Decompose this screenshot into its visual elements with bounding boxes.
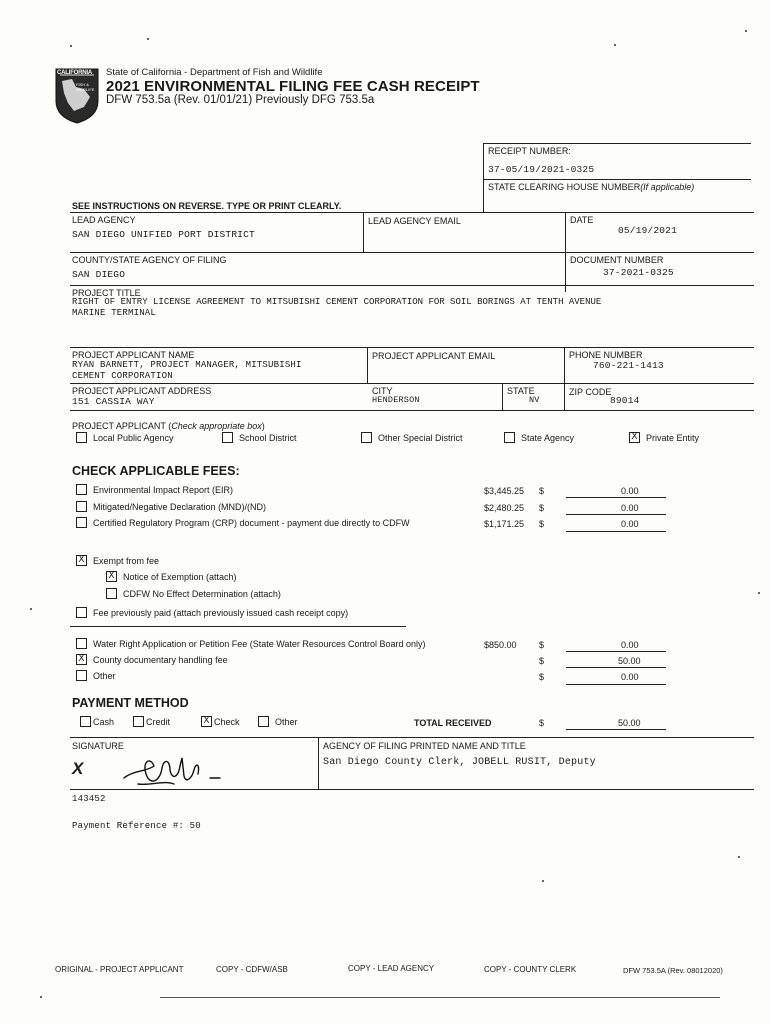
state-label: STATE	[507, 386, 535, 396]
project-title-line1: RIGHT OF ENTRY LICENSE AGREEMENT TO MITSUBISHI CEMENT CORPORATION FOR SOIL BORINGS AT TENTH AVENUE	[72, 297, 602, 307]
fee-dollar: $	[539, 503, 545, 513]
footer-copy-cdfw: COPY - CDFW/ASB	[216, 965, 288, 974]
signature-label: SIGNATURE	[72, 741, 124, 751]
city-value: HENDERSON	[372, 395, 420, 405]
checkbox[interactable]	[76, 501, 87, 512]
fee-amount: 0.00	[621, 503, 639, 513]
seal-text-top: CALIFORNIA	[57, 70, 92, 76]
fee-label: Water Right Application or Petition Fee (State Water Resources Control Board only)	[93, 638, 426, 649]
fee-water-right[interactable]	[76, 638, 425, 649]
instructions: SEE INSTRUCTIONS ON REVERSE. TYPE OR PRINT CLEARLY.	[72, 201, 342, 211]
state-value: NV	[529, 395, 540, 405]
option-label: Private Entity	[646, 432, 700, 443]
address-value: 151 CASSIA WAY	[72, 396, 155, 407]
option-school-district[interactable]	[222, 432, 297, 443]
option-state-agency[interactable]	[504, 432, 574, 443]
city-label: CITY	[372, 386, 393, 396]
checkbox[interactable]	[76, 517, 87, 528]
signature-scribble	[120, 748, 225, 790]
header-agency: State of California - Department of Fish and Wildlife	[106, 67, 323, 78]
fee-amount: 0.00	[621, 640, 639, 650]
applicant-type-suffix: )	[261, 421, 265, 431]
option-private-entity[interactable]	[629, 432, 699, 443]
payment-label: Credit	[146, 716, 171, 727]
fee-amount: 0.00	[621, 486, 639, 496]
applicant-type-prefix: PROJECT APPLICANT (	[72, 421, 172, 431]
document-number-value: 37-2021-0325	[603, 267, 674, 278]
total-dollar: $	[539, 718, 545, 728]
fee-dollar: $	[539, 656, 545, 666]
fee-dollar: $	[539, 486, 545, 496]
fee-label: Certified Regulatory Program (CRP) document - payment due directly to CDFW	[93, 517, 410, 528]
project-title-line2: MARINE TERMINAL	[72, 308, 157, 318]
checkbox[interactable]	[106, 588, 117, 599]
checkbox[interactable]	[76, 484, 87, 495]
fee-dollar: $	[539, 672, 545, 682]
signature-x: X	[72, 759, 84, 778]
footer-form-number: DFW 753.5A (Rev. 08012020)	[623, 966, 723, 975]
option-label: State Agency	[521, 432, 575, 443]
clearing-house-label	[488, 182, 694, 192]
payment-heading: PAYMENT METHOD	[72, 696, 189, 710]
fee-rate: $1,171.25	[484, 519, 525, 529]
lead-agency-value: SAN DIEGO UNIFIED PORT DISTRICT	[72, 229, 255, 240]
agency-seal	[54, 67, 100, 125]
fee-label: Notice of Exemption (attach)	[123, 571, 237, 582]
applicant-name-line1: RYAN BARNETT, PROJECT MANAGER, MITSUBISHI	[72, 360, 302, 370]
applicant-name-label: PROJECT APPLICANT NAME	[72, 350, 195, 360]
check-number: 143452	[72, 794, 106, 804]
project-title-label: PROJECT TITLE	[72, 288, 141, 298]
checkbox[interactable]	[222, 432, 233, 443]
payment-reference: Payment Reference #: 50	[72, 821, 201, 831]
fee-label: Exempt from fee	[93, 555, 160, 566]
fee-no-effect-determination[interactable]	[106, 588, 281, 599]
seal-text-mid: FISH & WILDLIFE	[76, 82, 95, 92]
zip-label: ZIP CODE	[569, 387, 612, 397]
agency-name-value: San Diego County Clerk, JOBELL RUSIT, Deputy	[323, 757, 596, 768]
date-label: DATE	[570, 215, 594, 225]
checkbox[interactable]: X	[76, 555, 87, 566]
fee-amount: 0.00	[621, 519, 639, 529]
lead-agency-email-label: LEAD AGENCY EMAIL	[368, 216, 461, 226]
address-label: PROJECT APPLICANT ADDRESS	[72, 386, 212, 396]
county-value: SAN DIEGO	[72, 269, 126, 280]
clearing-house-suffix: (If applicable)	[640, 182, 695, 192]
option-label: Other Special District	[378, 432, 463, 443]
checkbox[interactable]: X	[76, 654, 87, 665]
fee-other[interactable]	[76, 670, 116, 681]
fee-previously-paid[interactable]	[76, 607, 348, 618]
payment-label: Other	[275, 716, 298, 727]
checkbox[interactable]	[80, 716, 91, 727]
applicant-type-italic: Check appropriate box	[171, 421, 262, 431]
checkbox[interactable]	[504, 432, 515, 443]
fee-label: Mitigated/Negative Declaration (MND)/(ND)	[93, 501, 267, 512]
fee-amount: 0.00	[621, 672, 639, 682]
form-revision: DFW 753.5a (Rev. 01/01/21) Previously DFG 753.5a	[106, 94, 375, 106]
fee-label: Fee previously paid (attach previously issued cash receipt copy)	[93, 607, 349, 618]
applicant-email-label: PROJECT APPLICANT EMAIL	[372, 351, 496, 361]
payment-cash[interactable]	[80, 716, 114, 727]
checkbox[interactable]: X	[201, 716, 212, 727]
phone-label: PHONE NUMBER	[569, 350, 643, 360]
checkbox[interactable]	[133, 716, 144, 727]
checkbox[interactable]	[361, 432, 372, 443]
payment-label: Check	[214, 716, 240, 727]
fee-label: Environmental Impact Report (EIR)	[93, 484, 234, 495]
zip-value: 89014	[610, 395, 640, 406]
applicant-type-label	[72, 421, 265, 431]
checkbox[interactable]	[258, 716, 269, 727]
footer-copy-original: ORIGINAL - PROJECT APPLICANT	[55, 965, 184, 974]
fees-heading: CHECK APPLICABLE FEES:	[72, 464, 240, 478]
option-other-special-district[interactable]	[361, 432, 463, 443]
fee-dollar: $	[539, 519, 545, 529]
footer-copy-county-clerk: COPY - COUNTY CLERK	[484, 965, 577, 974]
phone-value: 760-221-1413	[593, 360, 664, 371]
checkbox[interactable]	[76, 607, 87, 618]
option-label: School District	[239, 432, 297, 443]
option-local-public-agency[interactable]	[76, 432, 174, 443]
total-received-value: 50.00	[618, 718, 641, 728]
footer-copy-lead-agency: COPY - LEAD AGENCY	[348, 964, 435, 973]
option-label: Local Public Agency	[93, 432, 174, 443]
fee-mnd[interactable]	[76, 501, 266, 512]
agency-name-label: AGENCY OF FILING PRINTED NAME AND TITLE	[323, 741, 526, 751]
receipt-number: 37-05/19/2021-0325	[488, 164, 595, 175]
fee-county-handling[interactable]	[76, 654, 228, 665]
checkbox[interactable]: X	[629, 432, 640, 443]
payment-credit[interactable]	[133, 716, 170, 727]
fee-notice-of-exemption[interactable]	[106, 571, 237, 582]
fee-label: CDFW No Effect Determination (attach)	[123, 588, 281, 599]
payment-label: Cash	[93, 716, 115, 727]
document-number-label: DOCUMENT NUMBER	[570, 255, 664, 265]
fee-dollar: $	[539, 640, 545, 650]
checkbox[interactable]	[76, 638, 87, 649]
applicant-name-line2: CEMENT CORPORATION	[72, 371, 173, 381]
county-label: COUNTY/STATE AGENCY OF FILING	[72, 255, 227, 265]
lead-agency-label: LEAD AGENCY	[72, 215, 136, 225]
total-received-label: TOTAL RECEIVED	[414, 718, 492, 728]
fee-rate: $2,480.25	[484, 503, 525, 513]
payment-check[interactable]	[201, 716, 240, 727]
fee-amount: 50.00	[618, 656, 641, 666]
checkbox[interactable]	[76, 432, 87, 443]
checkbox[interactable]	[76, 670, 87, 681]
fee-eir[interactable]	[76, 484, 233, 495]
date-value: 05/19/2021	[618, 225, 678, 236]
fee-rate: $3,445.25	[484, 486, 525, 496]
clearing-house-label-text: STATE CLEARING HOUSE NUMBER	[488, 182, 641, 192]
fee-crp[interactable]	[76, 517, 410, 528]
form-title: 2021 ENVIRONMENTAL FILING FEE CASH RECEIPT	[106, 78, 480, 95]
receipt-number-label: RECEIPT NUMBER:	[488, 146, 571, 156]
fee-label: County documentary handling fee	[93, 654, 228, 665]
fee-exempt[interactable]	[76, 555, 159, 566]
payment-other[interactable]	[258, 716, 298, 727]
checkbox[interactable]: X	[106, 571, 117, 582]
fee-rate: $850.00	[484, 640, 517, 650]
fee-label: Other	[93, 670, 116, 681]
